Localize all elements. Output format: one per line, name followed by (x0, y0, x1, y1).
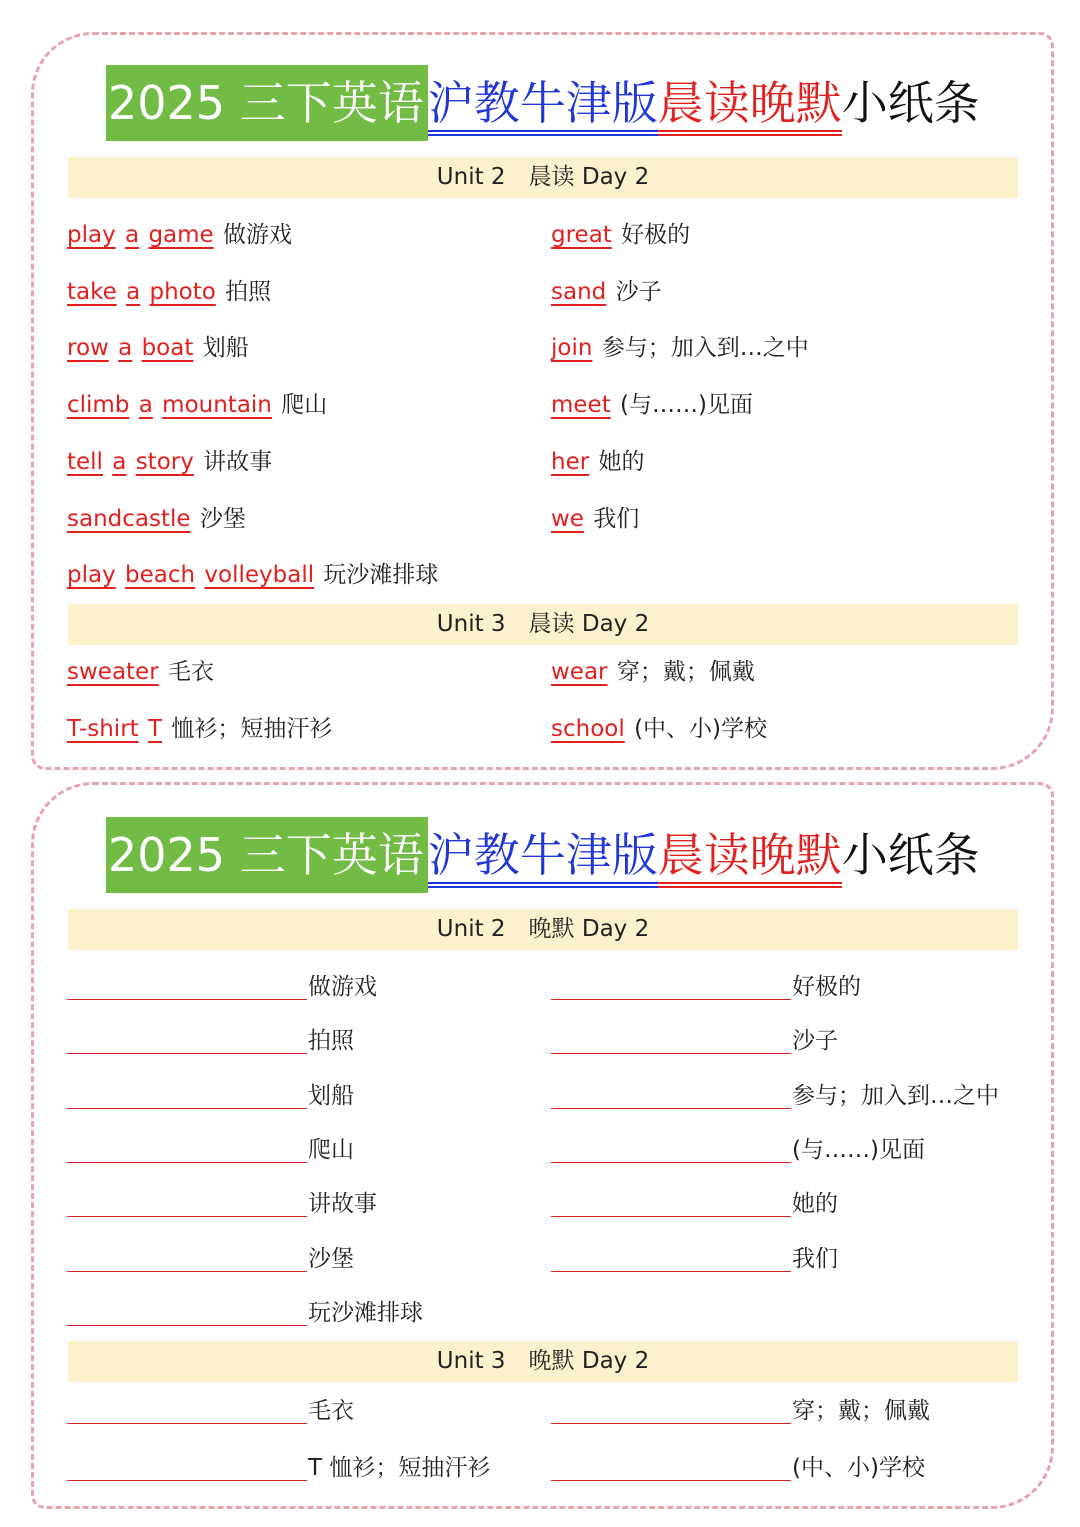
chinese-prompt: 她的 (792, 1191, 838, 1218)
answer-blank-line[interactable] (551, 1423, 791, 1424)
vocab-entry (67, 713, 332, 745)
title-note: 小纸条 (841, 828, 980, 882)
english-word: sand (551, 278, 607, 305)
unit3-evening-header: Unit 3 晚默 Day 2 (68, 1341, 1018, 1382)
english-word: a (126, 278, 141, 305)
answer-blank-line[interactable] (67, 1423, 307, 1424)
english-word: beach (125, 562, 196, 589)
chinese-meaning: 恤衫；短抽汗衫 (171, 716, 333, 742)
vocab-entry (551, 332, 809, 364)
chinese-meaning: 参与；加入到…之中 (601, 335, 809, 362)
answer-blank-line[interactable] (67, 1480, 307, 1481)
chinese-prompt: 讲故事 (308, 1191, 377, 1218)
vocab-entry (551, 446, 645, 478)
english-word: great (551, 222, 612, 248)
chinese-prompt: 好极的 (792, 974, 861, 1000)
chinese-prompt: 沙子 (792, 1028, 838, 1055)
english-word: photo (149, 278, 216, 305)
title-read-dictate: 晨读晚默 (658, 65, 842, 141)
english-word: a (125, 222, 140, 248)
chinese-prompt: (与……)见面 (792, 1136, 925, 1163)
english-word: game (148, 222, 214, 248)
chinese-meaning: 毛衣 (167, 659, 214, 685)
chinese-prompt: 爬山 (308, 1136, 354, 1163)
chinese-meaning: 玩沙滩排球 (323, 562, 439, 589)
answer-blank-line[interactable] (551, 1271, 791, 1272)
chinese-prompt: 我们 (792, 1245, 838, 1272)
answer-blank-line[interactable] (67, 999, 307, 1000)
answer-blank-line[interactable] (551, 999, 791, 1000)
chinese-meaning: 她的 (598, 448, 645, 475)
title-edition: 沪教牛津版 (428, 817, 658, 893)
vocab-entry (67, 389, 327, 421)
answer-blank-line[interactable] (551, 1162, 791, 1163)
chinese-meaning: 沙堡 (199, 505, 246, 532)
english-word: climb (67, 392, 130, 419)
english-word: school (551, 716, 625, 742)
chinese-prompt: 毛衣 (308, 1398, 354, 1424)
unit2-morning-header: Unit 2 晨读 Day 2 (68, 157, 1018, 198)
answer-blank-line[interactable] (67, 1325, 307, 1326)
english-word: take (67, 278, 117, 305)
vocab-entry (67, 503, 246, 535)
answer-blank-line[interactable] (67, 1162, 307, 1163)
chinese-meaning: (与……)见面 (620, 392, 753, 419)
answer-blank-line[interactable] (551, 1053, 791, 1054)
answer-blank-line[interactable] (67, 1271, 307, 1272)
english-word: a (118, 335, 133, 362)
chinese-meaning: 拍照 (225, 278, 272, 305)
vocab-entry (67, 332, 249, 364)
title-read-dictate: 晨读晚默 (658, 817, 842, 893)
english-word: boat (141, 335, 194, 362)
answer-blank-line[interactable] (551, 1108, 791, 1109)
english-word: play (67, 222, 116, 248)
vocab-entry (67, 446, 272, 478)
chinese-meaning: 我们 (593, 505, 640, 532)
chinese-meaning: 好极的 (621, 222, 691, 248)
english-word: meet (551, 392, 611, 419)
vocab-entry (67, 276, 271, 308)
english-word: join (551, 335, 593, 362)
english-word: story (135, 448, 194, 475)
title-note: 小纸条 (841, 76, 980, 130)
morning-title (106, 65, 980, 141)
vocab-entry (551, 389, 753, 421)
chinese-meaning: 讲故事 (203, 448, 273, 475)
english-word: row (67, 335, 109, 362)
english-word: play (67, 562, 116, 589)
vocab-entry (551, 276, 662, 308)
vocab-entry (67, 656, 214, 688)
vocab-entry (67, 559, 438, 591)
chinese-prompt: 沙堡 (308, 1245, 354, 1272)
english-word: sweater (67, 659, 159, 685)
chinese-prompt: 玩沙滩排球 (308, 1299, 423, 1326)
english-word: a (138, 392, 153, 419)
english-word: volleyball (204, 562, 315, 589)
english-word: a (112, 448, 127, 475)
chinese-meaning: 划船 (202, 335, 249, 362)
unit3-morning-header: Unit 3 晨读 Day 2 (68, 604, 1018, 645)
unit2-evening-header: Unit 2 晚默 Day 2 (68, 909, 1018, 950)
chinese-prompt: 划船 (308, 1082, 354, 1109)
answer-blank-line[interactable] (551, 1480, 791, 1481)
vocab-entry (67, 219, 292, 251)
evening-card (31, 782, 1054, 1509)
title-year-subject: 2025 三下英语 (106, 817, 428, 893)
answer-blank-line[interactable] (67, 1053, 307, 1054)
chinese-meaning: 爬山 (281, 392, 328, 419)
chinese-prompt: 穿；戴；佩戴 (792, 1398, 930, 1424)
title-year-subject: 2025 三下英语 (106, 65, 428, 141)
english-word: T-shirt (67, 716, 139, 742)
vocab-entry (551, 503, 639, 535)
english-word: sandcastle (67, 505, 191, 532)
english-word: wear (551, 659, 608, 685)
answer-blank-line[interactable] (551, 1216, 791, 1217)
chinese-meaning: 穿；戴；佩戴 (616, 659, 755, 685)
english-word: we (551, 505, 584, 532)
answer-blank-line[interactable] (67, 1108, 307, 1109)
chinese-prompt: T 恤衫；短抽汗衫 (308, 1455, 491, 1481)
morning-card (31, 32, 1054, 770)
chinese-prompt: 参与；加入到…之中 (792, 1082, 999, 1109)
english-word: T (147, 716, 163, 742)
chinese-prompt: (中、小)学校 (792, 1455, 925, 1481)
answer-blank-line[interactable] (67, 1216, 307, 1217)
chinese-meaning: (中、小)学校 (634, 716, 768, 742)
chinese-prompt: 拍照 (308, 1028, 354, 1055)
chinese-prompt: 做游戏 (308, 974, 377, 1000)
chinese-meaning: 做游戏 (223, 222, 292, 248)
english-word: her (551, 448, 590, 475)
title-edition: 沪教牛津版 (428, 65, 658, 141)
chinese-meaning: 沙子 (615, 278, 662, 305)
evening-title (106, 817, 980, 893)
vocab-entry (551, 713, 767, 745)
english-word: tell (67, 448, 103, 475)
english-word: mountain (162, 392, 272, 419)
vocab-entry (551, 219, 690, 251)
vocab-entry (551, 656, 755, 688)
